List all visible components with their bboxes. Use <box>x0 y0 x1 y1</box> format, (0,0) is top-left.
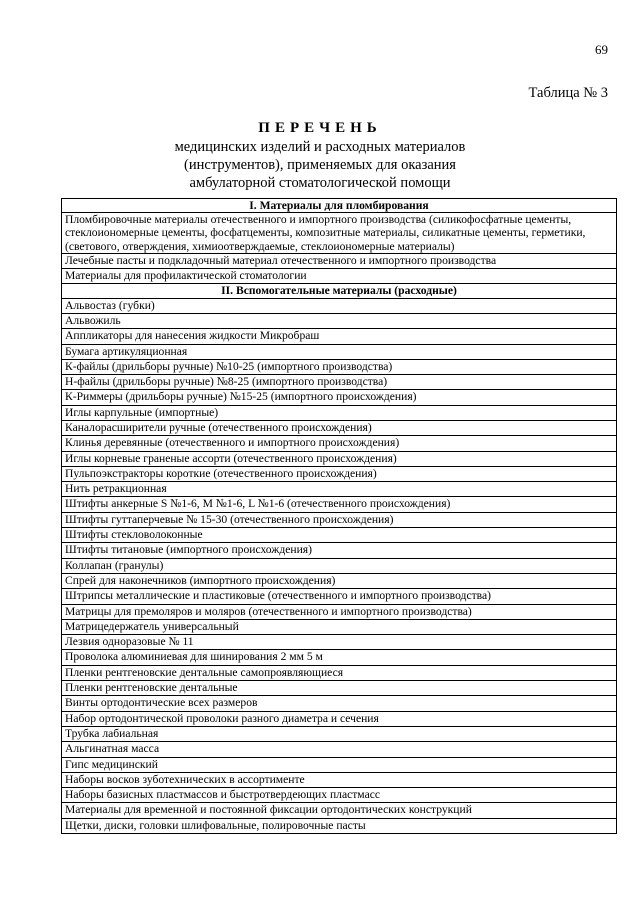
material-item: К-файлы (дрильборы ручные) №10-25 (импортного производства) <box>62 359 617 374</box>
material-item: Матрицы для премоляров и моляров (отечественного и импортного производства) <box>62 604 617 619</box>
page-number: 69 <box>595 42 608 57</box>
table-row <box>62 696 617 711</box>
material-item: Каналорасширители ручные (отечественного происхождения) <box>62 420 617 435</box>
material-item: Альвожиль <box>62 313 617 328</box>
material-item: Набор ортодонтической проволоки разного диаметра и сечения <box>62 711 617 726</box>
table-row <box>62 528 617 543</box>
table-row <box>62 650 617 665</box>
table-row <box>62 359 617 374</box>
material-item: Лечебные пасты и подкладочный материал отечественного и импортного производства <box>62 253 617 268</box>
material-item: Иглы карпульные (импортные) <box>62 405 617 420</box>
material-item: Штифты анкерные S №1-6, M №1-6, L №1-6 (отечественного происхождения) <box>62 497 617 512</box>
material-item: Штрипсы металлические и пластиковые (отечественного и импортного производства) <box>62 589 617 604</box>
table-row <box>62 375 617 390</box>
title-line: амбулаторной стоматологической помощи <box>189 175 451 191</box>
table-row <box>62 482 617 497</box>
table-row <box>62 451 617 466</box>
table-row <box>62 757 617 772</box>
table-row <box>62 497 617 512</box>
table-row <box>62 344 617 359</box>
table-label: Таблица № 3 <box>528 85 608 101</box>
table-row <box>62 313 617 328</box>
table-row <box>62 420 617 435</box>
table-row <box>62 253 617 268</box>
material-item: Иглы корневые граненые ассорти (отечественного происхождения) <box>62 451 617 466</box>
table-row <box>62 390 617 405</box>
table-row <box>62 405 617 420</box>
table-row <box>62 619 617 634</box>
table-row <box>62 788 617 803</box>
table-row <box>62 573 617 588</box>
material-item: Н-файлы (дрильборы ручные) №8-25 (импортного производства) <box>62 375 617 390</box>
table-row <box>62 711 617 726</box>
material-item: Матрицедержатель универсальный <box>62 619 617 634</box>
material-item: Трубка лабиальная <box>62 726 617 741</box>
material-item: Винты ортодонтические всех размеров <box>62 696 617 711</box>
material-item: Нить ретракционная <box>62 482 617 497</box>
table-row <box>62 726 617 741</box>
title-main: ПЕРЕЧЕНЬ <box>258 120 382 136</box>
material-item: Альвостаз (губки) <box>62 298 617 313</box>
table-row <box>62 742 617 757</box>
material-item: Клинья деревянные (отечественного и импортного происхождения) <box>62 436 617 451</box>
material-item: Штифты гуттаперчевые № 15-30 (отечественного происхождения) <box>62 512 617 527</box>
material-item: Штифты титановые (импортного происхождения) <box>62 543 617 558</box>
table-row <box>62 803 617 818</box>
table-row <box>62 604 617 619</box>
section-heading: I. Материалы для пломбирования <box>62 199 617 213</box>
material-item: Пленки рентгеновские дентальные самопроявляющиеся <box>62 665 617 680</box>
table-row <box>62 329 617 344</box>
table-row <box>62 512 617 527</box>
material-item: Альгинатная масса <box>62 742 617 757</box>
table-row <box>62 635 617 650</box>
table-row <box>62 269 617 284</box>
table-row <box>62 772 617 787</box>
table-row <box>62 589 617 604</box>
table-row <box>62 543 617 558</box>
materials-table <box>61 198 617 834</box>
document-title <box>0 119 640 192</box>
material-item: Пломбировочные материалы отечественного и импортного производства (силикофосфатные цементы, стеклоиономерные цементы, фосфатцементы, композитные материалы, силикатные цементы, герметики, (светового, отверждения, химиоотверждаемые, стеклоиономерные материалы) <box>62 213 617 254</box>
material-item: Аппликаторы для нанесения жидкости Микробраш <box>62 329 617 344</box>
material-item: Наборы восков зуботехнических в ассортименте <box>62 772 617 787</box>
material-item: Гипс медицинский <box>62 757 617 772</box>
table-row <box>62 558 617 573</box>
material-item: Материалы для профилактической стоматологии <box>62 269 617 284</box>
material-item: Пульпоэкстракторы короткие (отечественного происхождения) <box>62 466 617 481</box>
table-row <box>62 681 617 696</box>
material-item: Проволока алюминиевая для шинирования 2 мм 5 м <box>62 650 617 665</box>
material-item: Спрей для наконечников (импортного происхождения) <box>62 573 617 588</box>
table-row <box>62 213 617 254</box>
material-item: Штифты стекловолоконные <box>62 528 617 543</box>
table-row <box>62 298 617 313</box>
material-item: Бумага артикуляционная <box>62 344 617 359</box>
section-heading-row <box>62 199 617 213</box>
table-row <box>62 436 617 451</box>
material-item: Наборы базисных пластмассов и быстротвердеющих пластмасс <box>62 788 617 803</box>
material-item: Пленки рентгеновские дентальные <box>62 681 617 696</box>
material-item: Щетки, диски, головки шлифовальные, полировочные пасты <box>62 818 617 833</box>
material-item: К-Риммеры (дрильборы ручные) №15-25 (импортного происхождения) <box>62 390 617 405</box>
material-item: Лезвия одноразовые № 11 <box>62 635 617 650</box>
section-heading: II. Вспомогательные материалы (расходные) <box>62 284 617 298</box>
title-line: (инструментов), применяемых для оказания <box>184 157 456 173</box>
table-row <box>62 466 617 481</box>
material-item: Материалы для временной и постоянной фиксации ортодонтических конструкций <box>62 803 617 818</box>
table-row <box>62 818 617 833</box>
title-line: медицинских изделий и расходных материалов <box>174 139 466 155</box>
section-heading-row <box>62 284 617 298</box>
table-row <box>62 665 617 680</box>
material-item: Коллапан (гранулы) <box>62 558 617 573</box>
